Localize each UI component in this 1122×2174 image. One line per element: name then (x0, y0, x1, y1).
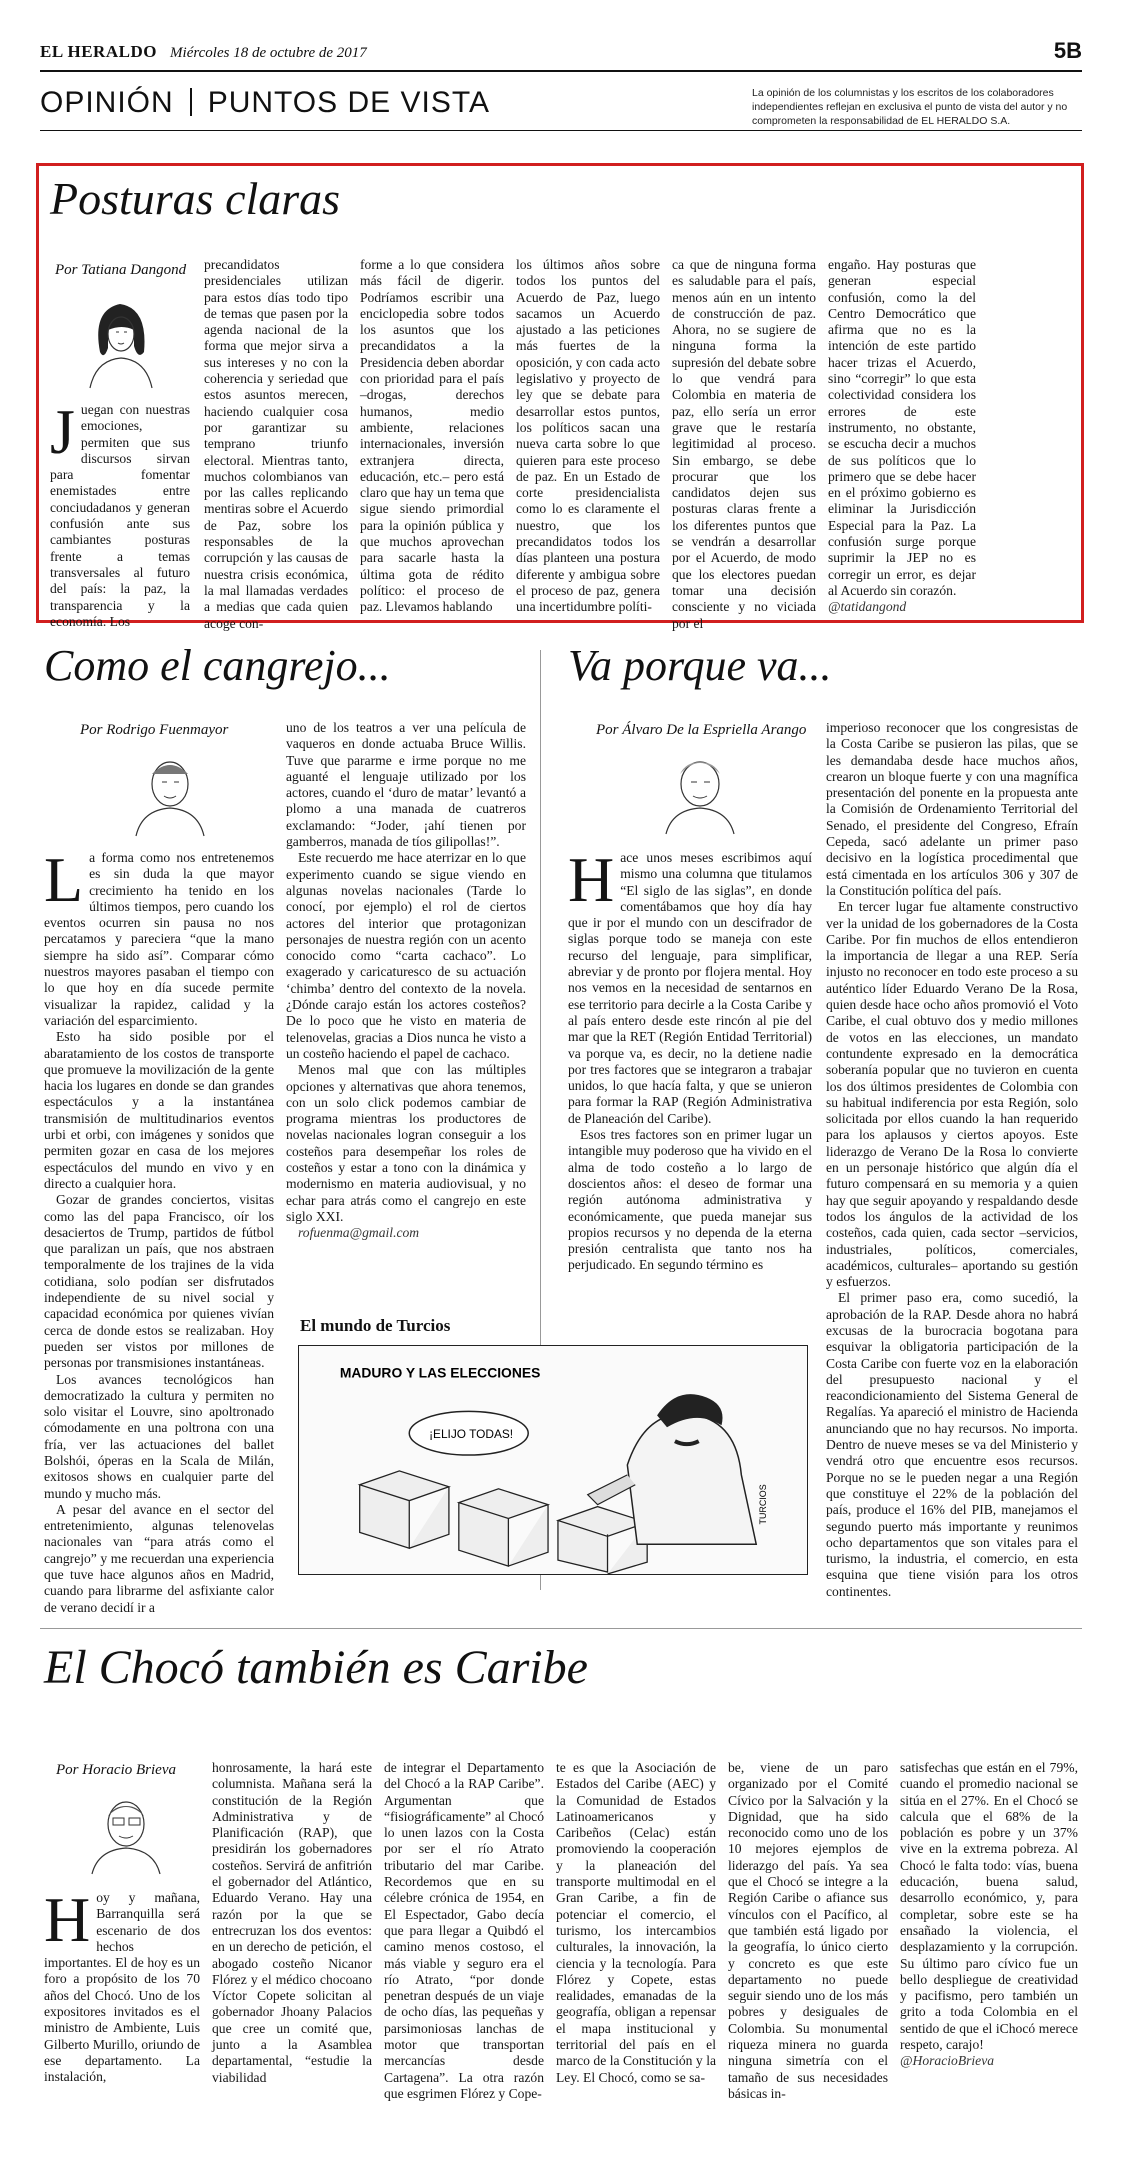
section-opinion: OPINIÓN (40, 86, 174, 119)
section-rule (40, 130, 1082, 131)
article1-col5: ca que de ninguna forma es saludable para el país, menos aún en un intento de construcción de paz. Ahora, no se sugiere de ninguna forma la supresión del debate sobre lo que vendrá para Colombia en materia de paz, ello sería un error grave que le restaría legitimidad al proceso. Sin embargo, se debe procurar que los candidatos dejen sus posturas claras frente a los diferentes puntos que se vendrán a desarrollar por el Acuerdo, de modo que los electores puedan tomar una decisión consciente y no viciada por el (672, 257, 816, 631)
newspaper-name: EL HERALDO (40, 42, 157, 61)
article2-headline: Como el cangrejo... (44, 641, 391, 690)
section-header (40, 86, 1082, 126)
article1-headline: Posturas claras (50, 173, 341, 224)
ballot-box-icon (360, 1471, 449, 1548)
article4-col6: satisfechas que están en el 79%, cuando el promedio nacional se sitúa en el 27%. En el Chocó se calcula que el 68% de la población es pobre y un 37% vive en la extrema pobreza. Al Chocó le falta todo: vías, buena educación, buena salud, desarrollo económico, y, para completar, sobre este se ha ensañado la violencia, el desplazamiento y la corrupción. Su último paro cívico fue un bello despliegue de creatividad y pacifismo, pero también un grito a toda Colombia en el sentido de que el iChocó merece respeto, carajo! @HoracioBrieva (900, 1760, 1078, 2069)
section-rule (40, 1628, 1082, 1629)
article2-byline: Por Rodrigo Fuenmayor (80, 722, 229, 738)
ballot-box-icon (459, 1489, 548, 1566)
article4-byline: Por Horacio Brieva (56, 1762, 176, 1778)
author-portrait-icon (660, 748, 740, 834)
article3-byline: Por Álvaro De la Espriella Arango (596, 722, 807, 738)
dropcap: H (44, 1884, 91, 1955)
cartoon-artist: TURCIOS (758, 1484, 769, 1525)
article4-signature: @HoracioBrieva (900, 2053, 995, 2069)
article3-col2: imperioso reconocer que los congresistas de la Costa Caribe se pusieron las pilas, que se les demandaba desde hace muchos años, crearon un bloque fuerte y con una magnífica presentación del ponente en la propuesta ante la Comisión de Ordenamiento Territorial del Senado, el presidente del Congreso, Efraín Cepeda, sacó adelante un primer paso decisivo en la logística procedimental que está cimentada en los artículos 306 y 307 de la Constitución política del país. En tercer lugar fue altamente constructivo ver la unidad de los gobernadores de la Costa Caribe. Por fin muchos de ellos entendieron la importancia de llegar a una REP. Sería injusto no reconocer en todo este proceso a su auténtico líder Eduardo Verano De la Rosa, quien desde hace ocho años promovió el Voto Caribe, el cual obtuvo dos y medio millones de votos en las elecciones, un mandato contundente expresado en la democrática soberanía popular que no tuvieron en cuenta los dos últimos presidentes de Colombia con su habitual indiferencia por esta Región, solo solicitada por ellos cuando la han requerido para los aplausos y ciertos apoyos. Este liderazgo de Verano De la Rosa lo convierte en un personaje histórico que algún día el futuro compensará en su memoria y a quien hay que seguir apoyando y respaldando desde todos los ángulos de la actividad de los costeños, cada quien, cada sector –servicios, industriales, políticos, comerciales, académicos, culturales– aportando su gestión y esfuerzos. El primer paso era, como sucedió, la aprobación de la RAP. Desde ahora no habrá excusas de la burocracia bogotana para esquivar la obligatoria participación de la Costa Caribe con fuerte voz en la elaboración del presupuesto nacional y el reacondicionamiento del Sistema General de Regalías. Ya apareció el ministro de Hacienda anunciando que no hay recursos. No importa. Dentro de nueve meses se va del Ministerio y vendrá otro que encuentre esos recursos. Porque no se le pueden negar a una Región que constituye el 22% de la población del país, produce el 16% del PIB, manejamos el segundo puerto más importante y reunimos ocho departamentos que son vitales para el turismo, la industria, el comercio, en esta esquina que tiene visión para los otros continentes. (826, 720, 1078, 1599)
section-puntos-de-vista: PUNTOS DE VISTA (207, 86, 490, 119)
author-portrait-icon (130, 748, 210, 836)
edition-date: Miércoles 18 de octubre de 2017 (170, 45, 367, 61)
article1-col2: precandidatos presidenciales utilizan para estos días todo tipo de temas que pasen por la agenda nacional de la forma que mejor sirva a sus intereses y no con la coherencia y seriedad que estos asuntos merecen, haciendo cualquier cosa por garantizar su temprano triunfo electoral. Mientras tanto, muchos colombianos van por las calles replicando mentiras sobre el Acuerdo de Paz, sobre los responsables de la corrupción y las causas de nuestra crisis económica, la mal llamadas verdades a medias que cada quien acoge con- (204, 257, 348, 631)
dropcap: J (50, 396, 75, 467)
article3-headline: Va porque va... (568, 641, 832, 690)
article2-col2: uno de los teatros a ver una película de vaqueros en donde actuaba Bruce Willis. Tuve que pararme e irme porque no me aguanté el lenguaje utilizado por los actores, cuando el ‘duro de matar’ levantó a plomo a una manada de cuatreros exclamando: “Joder, ¡ahí tienen por gamberros, manada de tíos gilipollas!”. Este recuerdo me hace aterrizar en lo que experimento cuando se sigue viendo en algunas novelas nacionales (Tarde lo conocí, por ejemplo) el rol de ciertos actores del interior que protagonizan personajes de nuestra región con un acento conocido como “carta cachaco”. Lo exagerado y caricaturesco de su actuación ‘chimba’ dentro del contexto de la novela. ¿Dónde carajo están los actores costeños? De lo poco que he visto en materia de telenovelas, gracias a Dios nunca he visto a un costeño haciendo el papel de cachaco. Menos mal que con las múltiples opciones y alternativas que ahora tenemos, con un solo click podemos cambiar de programa mientras los productores de novelas nacionales logran conseguir a los costeños para desempeñar los roles de costeños y estar a tono con la dinámica y modernismo en materia audiovisual, y no echar para atrás como el cangrejo en este siglo XXI. rofuenma@gmail.com (286, 720, 526, 1241)
cartoon-speech: ¡ELIJO TODAS! (429, 1427, 514, 1442)
cartoon-title: MADURO Y LAS ELECCIONES (339, 1364, 541, 1381)
article1-col4: los últimos años sobre todos los puntos del Acuerdo de Paz, luego sacamos un Acuerdo ajustado a las peticiones más fuertes de la oposición, y con cada acto legislativo y proyecto de ley que se debate para desarrollar estos puntos, los políticos sacan una nueva carta sobre lo que quieren para este proceso de paz. En un Estado de corte presidencialista como lo es claramente el nuestro, que los precandidatos todos los días planteen una postura diferente y ambigua sobre el proceso de paz, genera una incertidumbre políti- (516, 257, 660, 615)
article4-col3: de integrar el Departamento del Chocó a la RAP Caribe”. Argumentan que “fisiográficamente” al Chocó lo unen lazos con la Costa por ser el río Atrato tributario del mar Caribe. Recordemos que en su célebre crónica de 1954, en El Espectador, Gabo decía que para llegar a Quibdó el camino menos costoso, el más viable y seguro era el río Atrato, “por donde penetran después de un viaje de ocho días, las pequeñas y parsimoniosas lanchas de motor que transportan mercancías desde Cartagena”. La otra razón que esgrimen Flórez y Cope- (384, 1760, 544, 2101)
article2-signature: rofuenma@gmail.com (298, 1225, 420, 1241)
dropcap: H (568, 844, 615, 915)
author-portrait-icon (86, 1788, 166, 1874)
article4-col4: te es que la Asociación de Estados del Caribe (AEC) y la Comunidad de Estados Latinoamericanos y Caribeños (Celac) están promoviendo la cooperación y la planeación del transporte multimodal en el Gran Caribe, a fin de potenciar el comercio, el turismo, los intercambios culturales, la innovación, la ciencia y la tecnología. Para Flórez y Copete, estas realidades, emanadas de la geografía, obligan a repensar el mapa institucional y territorial del país en el marco de la Constitución y la Ley. El Chocó, como se sa- (556, 1760, 716, 2085)
article1-signature: @tatidangond (828, 599, 907, 615)
page-number: 5B (1053, 38, 1082, 63)
article4-headline: El Chocó también es Caribe (44, 1641, 588, 1694)
article4-col2: honrosamente, la hará este columnista. Mañana será la constitución de la Región Administrativa y de Planificación (RAP), que presidirán los gobernadores costeños. Servirá de anfitrión el gobernador del Atlántico, Eduardo Verano. Hay una razón por la que se entrecruzan los dos eventos: en un derecho de petición, el abogado costeño Nicanor Flórez y el médico chocoano Víctor Copete solicitan al gobernador Jhoany Palacios que cree un comité que, junto a la Asamblea departamental, “estudie la viabilidad (212, 1760, 372, 2085)
article1-col3: forme a lo que considera más fácil de digerir. Podríamos escribir una enciclopedia sobre todos los asuntos que los precandidatos a la Presidencia deben abordar con prioridad para el país –drogas, derechos humanos, medio ambiente, relaciones internacionales, inversión extranjera directa, educación, etc.– pero está claro que hay un tema que sigue siendo primordial para la opinión pública y que muchos aprovechan para sacarle hasta la última gota de rédito político: el proceso de paz. Llevamos hablando (360, 257, 504, 615)
cartoon-section-title: El mundo de Turcios (300, 1316, 451, 1335)
author-portrait-icon (82, 290, 160, 390)
article3-col1: Hace unos meses escribimos aquí mismo una columna que titulamos “El siglo de las siglas”, en donde comentábamos que hoy día hay que ir por el mundo con un descifrador de siglas porque todo se maneja con este recurso del lenguaje, para simplificar, abreviar y de pronto por flojera mental. Hoy nos vemos en la necesidad de sentarnos en ese territorio para decirle a la Costa Caribe y al país entero desde este rincón al pie del mar que la RET (Región Entidad Territorial) va porque va, es decir, no la detiene nadie por tres factores que se integraron a trabajar unidos, lo que hacía falta, y que se unieron para formar la RAP (Región Administrativa de Planeación del Caribe). Esos tres factores son en primer lugar un intangible muy poderoso que ha vivido en el alma de todo costeño a lo largo de doscientos años: el deseo de formar una región autónoma administrativa y económicamente, que pueda manejar sus propios recursos y no dependa de la eterna presión centralista que tanto nos ha perjudicado. En segundo término es (568, 844, 812, 1273)
article1-byline: Por Tatiana Dangond (55, 262, 187, 278)
cartoon (298, 1345, 808, 1575)
section-divider (190, 88, 192, 116)
section-disclaimer: La opinión de los columnistas y los escritos de los colaboradores independientes reflejan en exclusiva el punto de vista del autor y no comprometen la responsabilidad de EL HERALDO S.A. (752, 87, 1068, 127)
masthead-rule (40, 70, 1082, 72)
masthead (40, 38, 1082, 66)
article1-col6: engaño. Hay posturas que generan especial confusión, como la del Centro Democrático que afirma que no es la intención de este partido hacer trizas el Acuerdo, sino “corregir” lo que esta colectividad considera los errores de este instrumento, no obstante, se escucha decir a muchos de sus políticos que lo primero que se debe hacer en el próximo gobierno es eliminar la Jurisdicción Especial para la Paz. La confusión surge porque suprimir la JEP no es corregir un error, es dejar al Acuerdo sin corazón. @tatidangond (828, 257, 976, 615)
dropcap: L (44, 844, 84, 915)
caricature-figure-icon (627, 1414, 756, 1544)
article4-col5: be, viene de un paro organizado por el Comité Cívico por la Salvación y la Dignidad, que ha sido reconocido como uno de los 10 mejores ejemplos de liderazgo del país. Ya sea que el Chocó se integre a la Región Caribe o afiance sus vínculos con el Pacífico, al que también está ligado por la geografía, lo único cierto y concreto es que este departamento no puede seguir siendo uno de los más pobres y desiguales de Colombia. Su monumental riqueza minera no guarda ninguna simetría con el tamaño de sus necesidades básicas in- (728, 1760, 888, 2101)
article4-col1: Hoy y mañana, Barranquilla será escenario de dos hechos importantes. El de hoy es un foro a propósito de los 70 años del Chocó. Uno de los expositores invitados es el ministro de Ambiente, Luis Gilberto Murillo, oriundo de ese departamento. La instalación, (44, 1884, 200, 2085)
article2-col1: La forma como nos entretenemos es sin duda la que mayor crecimiento ha tenido en los últimos tiempos, pero cuando los eventos ocurren sin pausa no nos percatamos y pareciera “que la mano siempre ha sido así”. Comparar cómo nuestros mayores pasaban el tiempo con lo que hoy en día sucede permite visualizar la rapidez, calidad y la variación del esparcimiento. Esto ha sido posible por el abaratamiento de los costos de transporte que promueve la movilización de la gente hacia los lugares en donde se dan grandes espectáculos y a la instantánea transmisión de multitudinarios eventos urbi et orbi, con imágenes y sonidos que permiten gozar en casa de los mejores espectáculos del mundo en vivo y en directo a cualquier hora. Gozar de grandes conciertos, visitas como las del papa Francisco, oír los desaciertos de Trump, partidos de fútbol que paralizan un país, que nos abstraen temporalmente de los trajines de la vida cotidiana, solo podían ser disfrutados independiente de su nivel social y capacidad económica por quienes vivían cerca de donde estos se realizaban. Hoy pueden ser vistos por millones de personas por transmisiones instantáneas. Los avances tecnológicos han democratizado la cultura y permiten no solo visitar el Louvre, sino apoltronado cómodamente en una poltrona con una fría, ver las actuaciones del ballet Bolshói, óperas en la Scala de Milán, exitosos shows en cualquier parte del mundo y mucho más. A pesar del avance en el sector del entretenimiento, algunas telenovelas nacionales van “para atrás como el cangrejo” y me recuerdan una experiencia que tuve hace algunos años en Madrid, cuando para librarme del asfixiante calor de verano decidí ir a (44, 844, 274, 1615)
article1-col1: Juegan con nuestras emociones, permiten que sus discursos sirvan para fomentar enemistades entre conciudadanos y generan confusión ante sus cambiantes posturas frente a temas transversales al futuro del país: la paz, la transparencia y la economía. Los (50, 396, 190, 629)
